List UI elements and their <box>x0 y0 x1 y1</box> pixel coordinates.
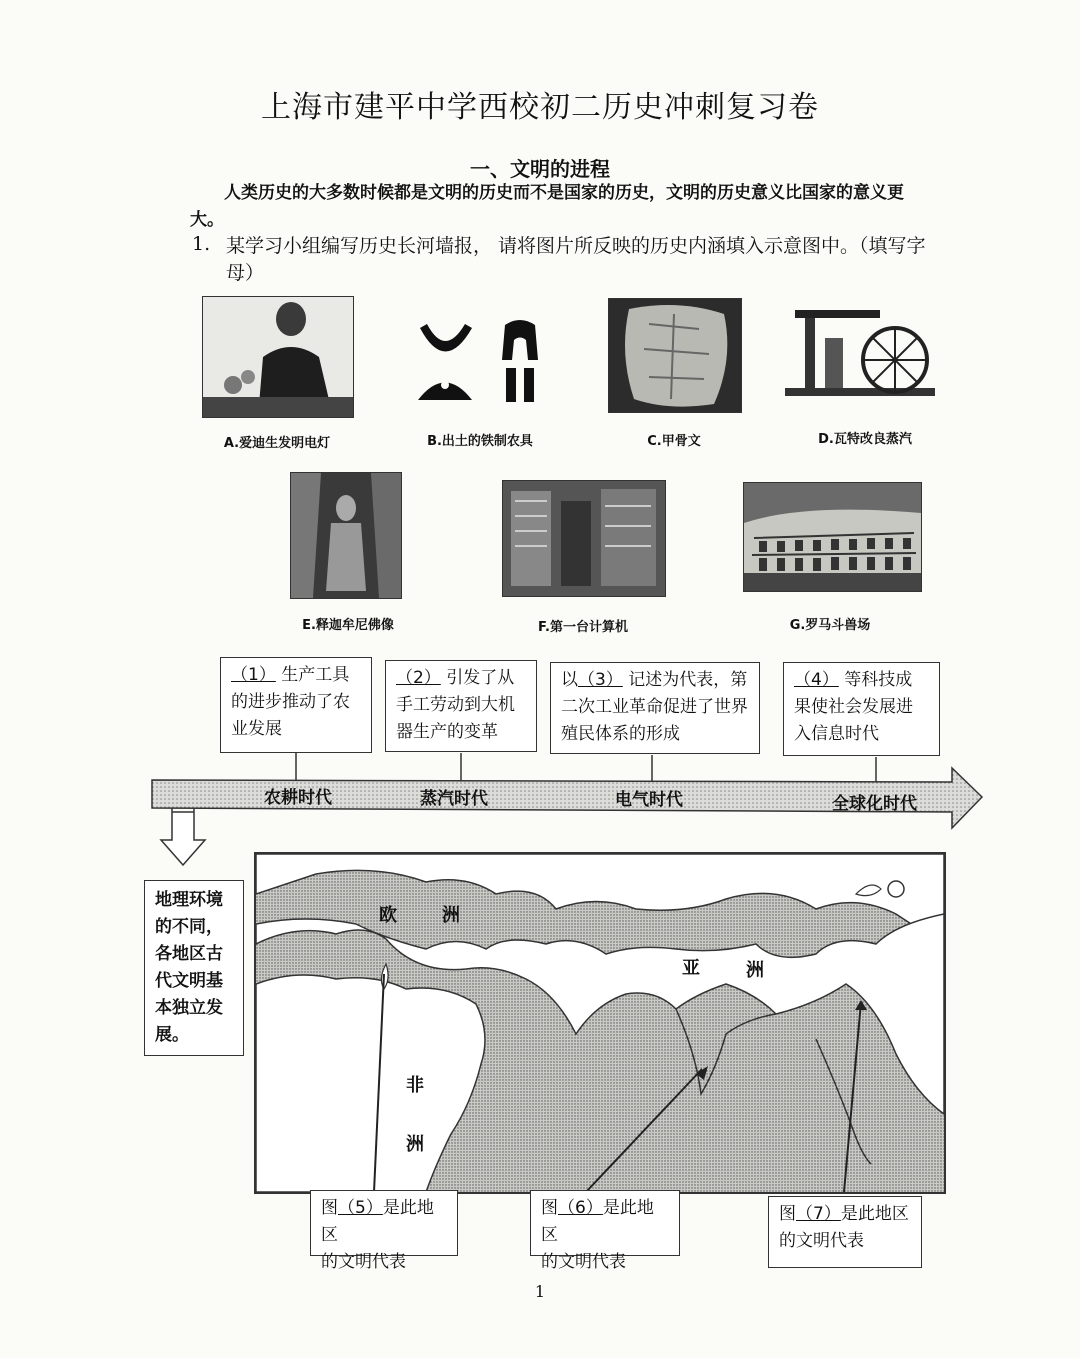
map-label-asia-2: 洲 <box>746 960 764 981</box>
blank-2[interactable]: （2） <box>396 668 441 688</box>
computer-photo <box>502 480 666 597</box>
question-text: 某学习小组编写历史长河墙报， 请将图片所反映的历史内涵填入示意图中。（填写字母） <box>226 235 926 284</box>
box-6-prefix: 图 <box>541 1198 558 1218</box>
blank-1[interactable]: （1） <box>231 665 276 685</box>
page-number: 1 <box>534 1282 546 1301</box>
caption-f: F.第一台计算机 <box>538 620 628 635</box>
box-5-suffix: 是此地区 <box>321 1198 434 1245</box>
blank-3[interactable]: （3） <box>578 670 623 690</box>
geography-note-box: 地理环境的不同，各地区古代文明基本独立发展。 <box>144 880 244 1056</box>
oracle-bone-photo <box>608 298 742 413</box>
era-label-2: 蒸汽时代 <box>420 789 488 809</box>
caption-a: A.爱迪生发明电灯 <box>223 436 331 451</box>
map-label-africa-1: 非 <box>406 1075 424 1096</box>
blank-5[interactable]: （5） <box>338 1198 383 1218</box>
blank-7[interactable]: （7） <box>796 1204 841 1224</box>
section-heading: 一、文明的进程 <box>470 157 610 181</box>
steam-engine-photo <box>785 298 935 398</box>
timeline-box-3 <box>550 662 760 754</box>
box-7-prefix: 图 <box>779 1204 796 1224</box>
page-title: 上海市建平中学西校初二历史冲刺复习卷 <box>261 90 819 125</box>
map-label-africa-2: 洲 <box>406 1134 424 1155</box>
map-label-asia-1: 亚 <box>682 958 700 979</box>
map-label-europe-1: 欧 <box>379 905 397 926</box>
box-6-suffix: 是此地区 <box>541 1198 654 1245</box>
bottom-box-7 <box>768 1196 922 1268</box>
edison-photo <box>202 296 354 418</box>
era-label-4: 全球化时代 <box>832 794 917 814</box>
box-4-text: 等科技成果使社会发展进入信息时代 <box>794 670 913 744</box>
caption-g: G.罗马斗兽场 <box>789 618 871 633</box>
caption-c: C.甲骨文 <box>647 434 701 449</box>
box-2-text: 引发了从手工劳动到大机器生产的变革 <box>396 668 515 742</box>
timeline-box-4 <box>783 662 940 756</box>
caption-b: B.出土的铁制农具 <box>427 434 533 449</box>
era-label-3: 电气时代 <box>615 790 683 810</box>
timeline-box-1 <box>220 657 372 753</box>
box-3-prefix: 以 <box>561 670 578 690</box>
bottom-box-6 <box>530 1190 680 1272</box>
bottom-box-5 <box>310 1190 458 1272</box>
blank-6[interactable]: （6） <box>558 1198 603 1218</box>
colosseum-photo <box>743 482 922 592</box>
box-5-prefix: 图 <box>321 1198 338 1218</box>
caption-d: D.瓦特改良蒸汽 <box>818 432 912 447</box>
timeline-box-2 <box>385 660 537 752</box>
box-1-text: 生产工具的进步推动了农业发展 <box>231 665 350 739</box>
iron-tools-photo <box>410 310 550 410</box>
intro-paragraph: 人类历史的大多数时候都是文明的历史而不是国家的历史，文明的历史意义比国家的意义更大。 <box>190 183 904 230</box>
buddha-statue-photo <box>290 472 402 599</box>
box-7-suffix: 是此地区 <box>840 1204 909 1224</box>
map-label-europe-2: 洲 <box>442 905 460 926</box>
caption-e: E.释迦牟尼佛像 <box>302 618 394 633</box>
box-5-line2: 的文明代表 <box>321 1252 406 1272</box>
question-number: 1. <box>192 233 211 255</box>
blank-4[interactable]: （4） <box>794 670 839 690</box>
era-label-1: 农耕时代 <box>264 788 332 808</box>
world-map <box>254 852 946 1194</box>
box-6-line2: 的文明代表 <box>541 1252 626 1272</box>
box-3-text: 记述为代表，第二次工业革命促进了世界殖民体系的形成 <box>561 670 748 744</box>
box-7-line2: 的文明代表 <box>779 1231 864 1251</box>
